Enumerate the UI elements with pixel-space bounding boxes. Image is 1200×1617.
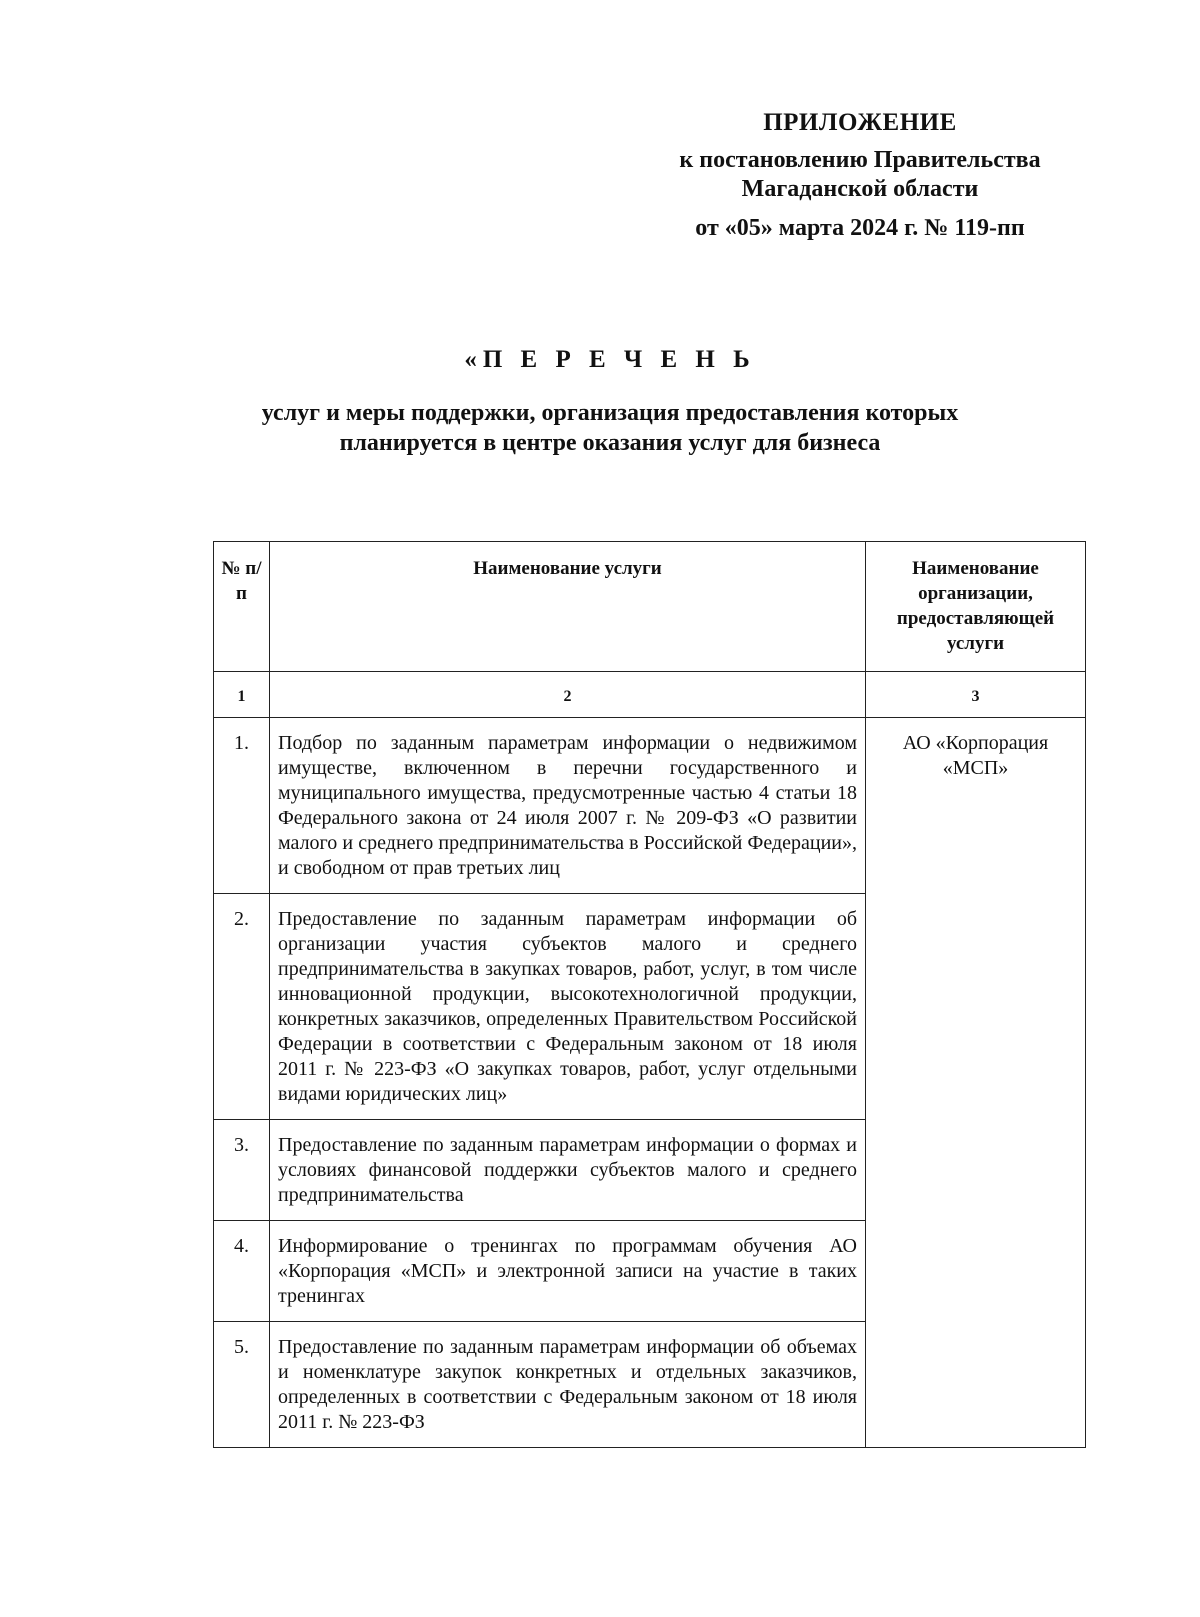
service-name: Информирование о тренингах по программам обучения АО «Корпорация «МСП» и электронной записи на участие в таких тренингах: [270, 1221, 866, 1322]
service-name: Предоставление по заданным параметрам информации о формах и условиях финансовой поддержки субъектов малого и среднего предпринимательства: [270, 1120, 866, 1221]
row-number: 1.: [214, 718, 270, 894]
row-number: 4.: [214, 1221, 270, 1322]
row-number: 5.: [214, 1322, 270, 1448]
table-row: [214, 718, 1086, 894]
column-index-2: 2: [270, 672, 866, 718]
document-title-main: «П Е Р Е Ч Е Н Ь: [464, 346, 756, 373]
header-service-name: Наименование услуги: [270, 542, 866, 672]
row-number: 3.: [214, 1120, 270, 1221]
column-index-3: 3: [866, 672, 1086, 718]
document-subtitle-line-1: услуг и меры поддержки, организация предоставления которых: [261, 400, 959, 426]
services-table: [213, 541, 1086, 1448]
column-index-row: [214, 672, 1086, 718]
service-name: Предоставление по заданным параметрам информации об объемах и номенклатуре закупок конкретных и отдельных заказчиков, определенных в соответствии с Федеральным законом от 18 июля 2011 г. № 223-ФЗ: [270, 1322, 866, 1448]
appendix-block: [600, 108, 1120, 243]
organization-name: АО «Корпорация «МСП»: [866, 718, 1086, 1448]
service-name: Подбор по заданным параметрам информации о недвижимом имуществе, включенном в перечни государственного и муниципального имущества, предусмотренные частью 4 статьи 18 Федерального закона от 24 июля 2007 г. № 209-ФЗ «О развитии малого и среднего предпринимательства в Российской Федерации», и свободном от прав третьих лиц: [270, 718, 866, 894]
header-organization: Наименование организации, предоставляющей услуги: [866, 542, 1086, 672]
column-index-1: 1: [214, 672, 270, 718]
appendix-date: от «05» марта 2024 г. № 119-пп: [695, 215, 1025, 241]
row-number: 2.: [214, 894, 270, 1120]
document-subtitle-line-2: планируется в центре оказания услуг для бизнеса: [339, 430, 881, 456]
header-number: № п/п: [214, 542, 270, 672]
appendix-line-2: Магаданской области: [741, 176, 979, 202]
document-title: [150, 346, 1070, 458]
appendix-title: ПРИЛОЖЕНИЕ: [763, 109, 957, 136]
table-header-row: [214, 542, 1086, 672]
appendix-line-1: к постановлению Правительства: [679, 147, 1041, 173]
service-name: Предоставление по заданным параметрам информации об организации участия субъектов малого и среднего предпринимательства в закупках товаров, работ, услуг, в том числе инновационной продукции, высокотехнологичной продукции, конкретных заказчиков, определенных Правительством Российской Федерации в соответствии с Федеральным законом от 18 июля 2011 г. № 223-ФЗ «О закупках товаров, работ, услуг отдельными видами юридических лиц»: [270, 894, 866, 1120]
